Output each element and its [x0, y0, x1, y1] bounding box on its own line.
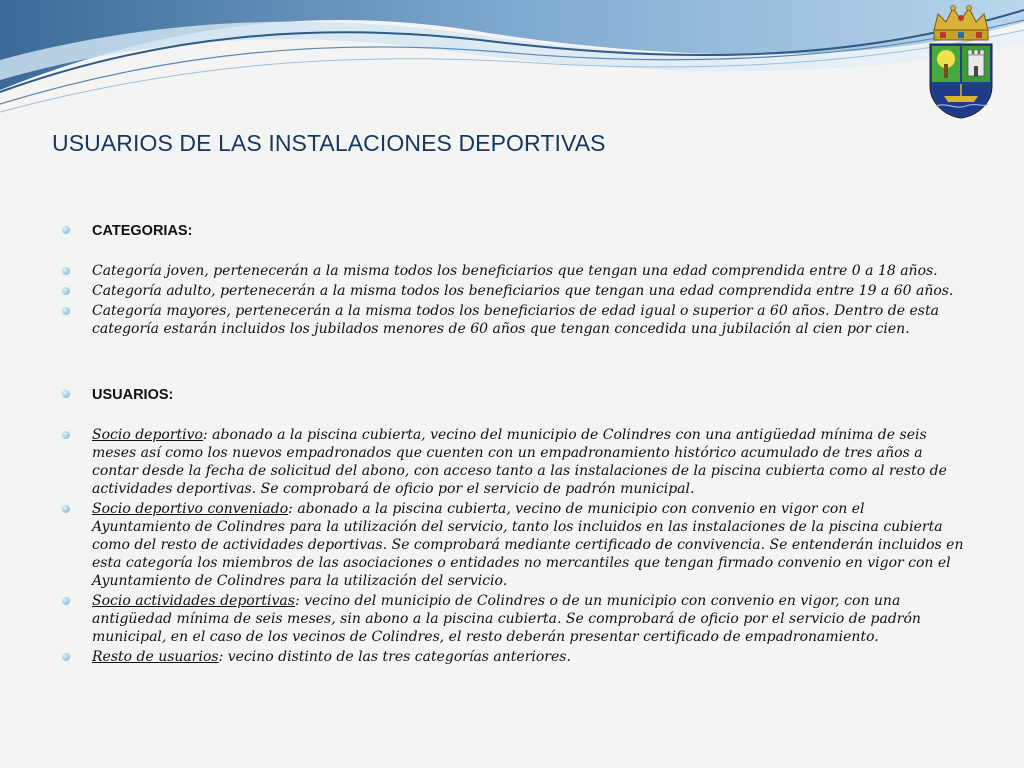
user-item-socio-actividades — [62, 592, 967, 646]
slide-title: USUARIOS DE LAS INSTALACIONES DEPORTIVAS — [52, 130, 606, 156]
section-heading-usuarios: USUARIOS: — [62, 386, 967, 404]
user-item-socio-deportivo — [62, 426, 967, 498]
user-item-resto — [62, 648, 967, 666]
category-item-text: Categoría joven, pertenecerán a la misma todos los beneficiarios que tengan una edad comprendida entre 0 a 18 años. — [92, 263, 938, 279]
user-item-text: : abonado a la piscina cubierta, vecino de municipio con convenio en vigor con el Ayuntamiento de Colindres para la utilización del servicio, tanto los incluidos en las instalaciones de la piscina cubierta como del resto de actividades deportivas. Se comprobará mediante certificado de convivencia. Se entenderán incluidos en esta categoría los miembros de las asociaciones o entidades no mercantiles que tengan firmado convenio en vigor con el Ayuntamiento de Colindres para la utilización del servicio. — [92, 501, 964, 589]
user-item-term: Socio deportivo conveniado — [92, 501, 289, 517]
section-heading-categorias: CATEGORIAS: — [62, 222, 967, 240]
category-item-text: Categoría mayores, pertenecerán a la misma todos los beneficiarios de edad igual o superior a 60 años. Dentro de esta categoría estarán incluidos los jubilados menores de 60 años que tengan concedida una jubilación al cien por cien. — [92, 303, 939, 337]
category-item-mayores — [62, 302, 967, 338]
category-item-adulto — [62, 282, 967, 300]
user-item-text: : vecino distinto de las tres categorías anteriores. — [218, 649, 571, 665]
user-item-socio-conveniado — [62, 500, 967, 590]
user-item-term: Socio actividades deportivas — [92, 593, 295, 609]
user-item-term: Resto de usuarios — [92, 649, 219, 665]
category-item-text: Categoría adulto, pertenecerán a la misma todos los beneficiarios que tengan una edad comprendida entre 19 a 60 años. — [92, 283, 954, 299]
header-wave-decoration — [0, 0, 1024, 130]
slide-content — [62, 222, 967, 666]
user-item-text: : abonado a la piscina cubierta, vecino del municipio de Colindres con una antigüedad mínima de seis meses así como los nuevos empadronados que cuenten con un empadronamiento histórico acumulado de tres años a contar desde la fecha de solicitud del abono, con acceso tanto a las instalaciones de la piscina cubierta como al resto de actividades deportivas. Se comprobará de oficio por el servicio de padrón municipal. — [92, 427, 947, 497]
coat-of-arms-logo — [926, 4, 996, 120]
user-item-text: : vecino del municipio de Colindres o de un municipio con convenio en vigor, con una antigüedad mínima de seis meses, sin abono a la piscina cubierta. Se comprobará de oficio por el servicio de padrón municipal, en el caso de los vecinos de Colindres, el resto deberán presentar certificado de empadronamiento. — [92, 593, 921, 645]
user-item-term: Socio deportivo — [92, 427, 203, 443]
category-item-joven — [62, 262, 967, 280]
